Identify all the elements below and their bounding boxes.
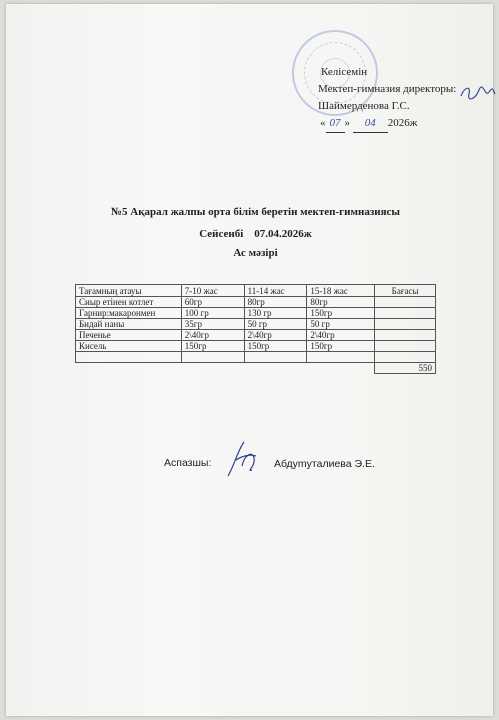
- table-cell: 80гр: [244, 297, 307, 308]
- weekday: Сейсенбі: [199, 228, 244, 240]
- table-cell: Гарнир:макаронмен: [76, 308, 182, 319]
- date-line: [6, 228, 499, 240]
- table-cell: Сиыр етінен котлет: [76, 297, 182, 308]
- table-row: [76, 330, 436, 341]
- table-header-row: [76, 285, 436, 297]
- table-cell: 50 гр: [244, 319, 307, 330]
- table-cell: 150гр: [244, 341, 307, 352]
- table-cell: [76, 363, 182, 374]
- table-cell: [76, 352, 182, 363]
- table-row: [76, 297, 436, 308]
- date-day: 07: [326, 115, 345, 133]
- table-cell: [181, 352, 244, 363]
- table-total-row: [76, 363, 436, 374]
- table-cell: [375, 352, 436, 363]
- date-quote-close: »: [344, 117, 350, 129]
- table-cell: 2\40гр: [181, 330, 244, 341]
- table-cell: 150гр: [181, 341, 244, 352]
- table-cell: Печенье: [76, 330, 182, 341]
- table-cell: [244, 352, 307, 363]
- table-cell: [244, 363, 307, 374]
- table-cell: 100 гр: [181, 308, 244, 319]
- table-cell: 150гр: [307, 308, 375, 319]
- col-header-age-15-18: 15-18 жас: [307, 285, 375, 297]
- table-row: [76, 341, 436, 352]
- table-cell: [375, 330, 436, 341]
- table-cell: [181, 363, 244, 374]
- approval-date: [318, 115, 456, 133]
- approval-agree: Келісемін: [321, 66, 368, 78]
- table-cell: Кисель: [76, 341, 182, 352]
- col-header-age-7-10: 7-10 жас: [181, 285, 244, 297]
- table-cell: 80гр: [307, 297, 375, 308]
- table-cell: [375, 341, 436, 352]
- table-cell: 2\40гр: [307, 330, 375, 341]
- table-cell: 35гр: [181, 319, 244, 330]
- table-cell: Бидай наны: [76, 319, 182, 330]
- approval-block: [318, 64, 456, 133]
- cook-label: Аспазшы:: [164, 457, 212, 469]
- total-price: 550: [375, 363, 436, 374]
- cook-signature: [222, 436, 264, 482]
- director-signature: [457, 82, 497, 104]
- table-cell: 60гр: [181, 297, 244, 308]
- document-page: [6, 4, 493, 716]
- table-cell: 50 гр: [307, 319, 375, 330]
- date-month: 04: [353, 115, 388, 133]
- table-row: [76, 352, 436, 363]
- table-cell: 2\40гр: [244, 330, 307, 341]
- table-cell: [375, 308, 436, 319]
- table-cell: 150гр: [307, 341, 375, 352]
- table-cell: [375, 319, 436, 330]
- table-cell: [307, 363, 375, 374]
- col-header-dish: Тағамның атауы: [76, 285, 182, 297]
- date-year: 2026ж: [387, 117, 418, 129]
- menu-table: [75, 284, 436, 374]
- approval-director-name: Шаймерденова Г.С.: [318, 100, 410, 112]
- school-title: №5 Ақарал жалпы орта білім беретін мектеп-гимназиясы: [110, 206, 401, 218]
- col-header-age-11-14: 11-14 жас: [244, 285, 307, 297]
- col-header-price: Бағасы: [375, 285, 436, 297]
- table-row: [76, 319, 436, 330]
- menu-title: Ас мәзірі: [233, 247, 278, 259]
- table-row: [76, 308, 436, 319]
- table-cell: [375, 297, 436, 308]
- menu-date: 07.04.2026ж: [254, 228, 312, 240]
- table-cell: [307, 352, 375, 363]
- cook-name: Абдуmуталиева Э.Е.: [274, 458, 375, 470]
- date-quote-open: «: [320, 117, 326, 129]
- table-cell: 130 гр: [244, 308, 307, 319]
- approval-position: Мектеп-гимназия директоры:: [318, 83, 457, 95]
